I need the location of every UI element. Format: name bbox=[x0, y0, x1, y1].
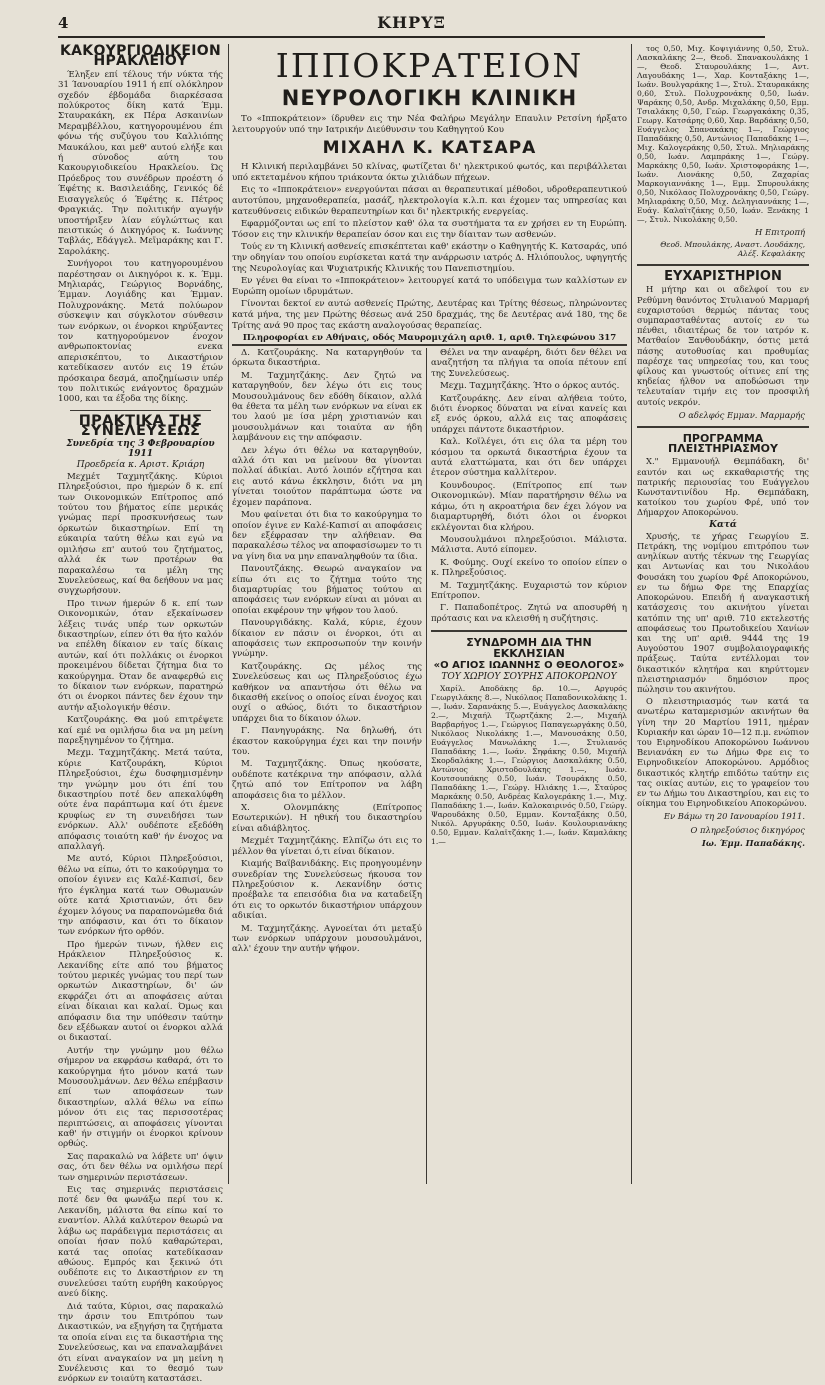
clinic-paragraph: Εν γένει θα είναι το «Ιπποκράτειον» λειτουργεί κατά το υπόδειγμα των καλλίστων εν Ευρώπη ομοίων ιδρυμάτων. bbox=[232, 276, 627, 297]
debate-paragraph: Μ. Ταχμητζάκης. Ευχαριστώ τον κύριον Επίτροπον. bbox=[431, 580, 627, 601]
divider bbox=[637, 264, 809, 266]
debate-paragraph: Δ. Κατζουράκης. Να καταργηθούν τα όρκωτα δικαστήρια. bbox=[232, 348, 422, 369]
subscription-list: Χαρίλ. Αποδάκης δρ. 10.—, Αργυρός Γεωργιλάκης 8.—, Νικόλαος Παπαδονικολάκης 1.—, Ιωάν. Σαρανάκης 5.—, Ευάγγελος Δασκαλάκης 2.—, Μιχαήλ Τζωρτζάκης 2.—, Μιχαήλ Βαρβαρήγος 1.—, Γεώργιος Παπαγεωργάκης 0.50, Νικόλαος Νικολάκης 1.—, Μανουσάκης 0.50, Ευάγγελος Μανωλάκης 1.—, Στυλιανός Παπαδάκης 1.—, Ιωάν. Σηφάκης 0.50, Μιχαήλ Σκορδαλάκης 1.—, Γεώργιος Δασκαλάκης 0.50, Αντώνιος Χριστοδουλάκης 1.—, Ιωάν. Κουτσουπάκης 0.50, Ιωάν. Τσουράκης 0.50, Παπαδάκης 1.—, Γεώργ. Ηλιάκης 1.—, Σταύρος Μαρκάκης 0.50, Ανδρέας Καλογεράκης 1.—, Μιχ. Παπαδάκης 1.—, Ιωάν. Καλοκαιρινός 0.50, Γεώργ. Ψαρουδάκης 0.50, Εμμαν. Κονταξάκης 0.50, Νικόλ. Αργυράκης 0.50, Ιωάν. Κουλουριανάκης 0.50, Εμμαν. Καλαϊτζάκης 1.—, Ιωάν. Καμαλάκης 1.— bbox=[431, 683, 627, 846]
clinic-paragraph: Εις το «Ιπποκράτειον» ενεργούνται πάσαι αι θεραπευτικαί μέθοδοι, υδροθεραπευτικού αυτοτύπου, μηχανοθεραπεία, μασάζ, ηλεκτρολογία κ.λ.π. και έχομεν τας υπηρεσίας και κατευθύνσεις ειδικών θεραπευτηρίων και δι' ηλεκτρικής ενεργείας. bbox=[232, 185, 627, 217]
clinic-intro: Το «Ιπποκράτειον» ίδρυθεν εις την Νέα Φαλήρω Μεγάλην Επαυλιν Ρετσίνη ήρξατο λειτουργούν υπό την Ιατρικήν Διεύθυνσιν του Καθηγητού Κου bbox=[232, 114, 627, 135]
program-text: Χ." Εμμανουήλ Θεμπάδακη, δι' εαυτόν και ως εκκαθαριστής της πατρικής περιουσίας του Ευάγγελου Κωνσταντινίδου Ηρ. Θεμπάδακη, κατοίκου του χωρίου Φρέ, υπό τον Δήμαρχον Αποκορώνου. bbox=[637, 456, 809, 518]
clinic-pricing: Γίνονται δεκτοί εν αυτώ ασθενείς Πρώτης, Δευτέρας και Τρίτης θέσεως, πληρώνοντες κατά μήνα, της μεν Πρώτης θέσεως ανά 250 δραχμάς, της δε Δευτέρας ανά 180, της δε Τρίτης ανά 90 προς τας εκάστη αναλογούσας θεραπείας. bbox=[232, 299, 627, 331]
middle-left-column bbox=[232, 348, 422, 1186]
assembly-paragraph: Προ ήμερών τινων, ήλθεν εις Ηράκλειον Πληρεξούσιος κ. Λεκανίδης είτε από του βήματος τούτου μερικές γνώμας του περί των ορκωτών Δικαστηρίων, δι' ών εκφράζει ότι αι αποφάσεις αύται είναι δίκαιαι και καλαί. Όμως και απόφασιν δια την υπόθεσιν ταύτην δεν εξέδωκαν αυτοί οι ένορκοι αλλά οι δικασταί. bbox=[58, 939, 223, 1044]
thanks-title: ΕΥΧΑΡΙΣΤΗΡΙΟΝ bbox=[664, 269, 782, 285]
debate-paragraph: Μ. Ταχμητζάκης. Δεν ζητώ να καταργηθούν, δεν λέγω ότι εις τους Μουσουλμάνους δεν εδόθη δίκαιον, αλλά θα έθετα τα μέλη των ενόρκων να είναι εκ του λαού με ίσα μέρη χριστιανών και μουσουλμάνων και τοιαύτα αν ήδη λαμβάνουν εις την απόφασιν. bbox=[232, 370, 422, 444]
program-sign: Ο πληρεξούσιος δικηγόρος bbox=[690, 824, 805, 835]
right-column bbox=[637, 44, 809, 1186]
subscription-village: ΤΟΥ ΧΩΡΙΟΥ ΣΟΥΡΗΣ ΑΠΟΚΟΡΩΝΟΥ bbox=[441, 672, 617, 683]
debate-paragraph: Μ. Ταχμητζάκης. Όπως ηκούσατε, ουδέποτε κατέκρινα την απόφασιν, αλλά ζητώ από τον Επίτροπον να λάβη αποφάσεις δια το μέλλον. bbox=[232, 759, 422, 801]
debate-paragraph: Κατζουράκης. Ως μέλος της Συνελεύσεως και ως Πληρεξούσιος έχω καθήκον να απαντήσω ότι θέλω να δικασθή εκείνος ο οποίος είναι ένοχος και ουχί ο αθώος, διότι το δικαστήριον υπάρχει δια το δίκαιον όλων. bbox=[232, 661, 422, 724]
assembly-paragraph: Προ τινων ήμερών δ κ. επί των Οικονομικών, όταν εξεκαίνωσεν λέξεις τινάς υπέρ των ορκωτών δικαστηρίων, είπεν ότι θα ήτο καλόν να επέλθη δίκαιον εν ταίς δίκαις αυτών, καί ότι πολλάκις οι ένορκοι προκειμένου δίδεται ζήτημα δια το κακούργημα. Όταν δε αναφερθώ εις το δίκαιον των ενόρκων, παρατηρώ ότι οι ένορκοι πάντες δεν έχουν την αυτήν αξιολογικήν θέσιν. bbox=[58, 598, 223, 713]
clinic-contact: Πληροφορίαι εν Αθήναις, οδός Μαυρομιχάλη αριθ. 1, αριθ. Τηλεφώνου 317 bbox=[242, 333, 617, 344]
assembly-paragraph: Αυτήν την γνώμην μου θέλω σήμερον να εκφράσω καθαρά, ότι το κακούργημα ήτο μόνον κατά των Μουσουλμάνων. Δεν θέλω επέμβασιν επί των αποφάσεων των δικαστηρίων, αλλά θέλω να είπω μόνον ότι εις τας περισσοτέρας περιπτώσεις, αι αποφάσεις γίνονται καθ' ήν στιγμήν οι ένορκοι κρίνουν ορθώς. bbox=[58, 1045, 223, 1150]
debate-paragraph: Γ. Παπαδοπέτρος. Ζητώ να αποσυρθή η πρότασις και να κλεισθή η συζήτησις. bbox=[431, 603, 627, 624]
left-column bbox=[58, 43, 223, 1385]
assembly-title: ΠΡΑΚΤΙΚΑ ΤΗΣ ΣΥΝΕΛΕΥΣΕΩΣ bbox=[78, 412, 203, 440]
debate-paragraph: Μεχμ. Ταχμητζάκης. Ήτο ο όρκος αυτός. bbox=[440, 381, 620, 392]
debate-paragraph: Γ. Πανηγυράκης. Να δηλωθή, ότι έκαστον κακούργημα έχει και την ποινήν του. bbox=[232, 726, 422, 758]
program-tail: Ο πλειστηριασμός των κατά τα ανωτέρω καταμερισμών ακινήτων θα γίνη την 20 Μαρτίου 1911, ημέραν Κυριακήν και ώραν 10—12 π.μ. ενώπιον του Ειρηνοδίκου Αποκορώνου Ιωάννου Βενιανάκη εν τω Δήμω Φρε εις το Ειρηνοδικείον Αποκορώνου. Αρμόδιος δικαστικός κλητήρ επιδότω ταύτην εις τας οικίας αυτών, εις το γραφείον του εν τω Δήμω του Δικαστηρίου, και εις το οίκημα του Ειρηνοδικείου Αποκορώνου. bbox=[637, 696, 809, 809]
column-rule bbox=[631, 44, 632, 1184]
program-body: Χρυσής, τε χήρας Γεωργίου Ξ. Πετράκη, της νομίμου επιτρόπου των ανηλίκων αυτής τέκνων της Γεωργίας και Αντωνίας και του Νικολάου Φουσάκη του χωρίου Φρέ Αποκορώνου, εν τω δήμω Φρε της Επαρχίας Αποκορώνου. Επειδή ή αναγκαστική κατάσχεσις του ακινήτου γίνεται κατόπιν της υπ' αριθ. 710 εκτελεστής αποφάσεως του Πρωτοδικείου Χανίων και της υπ' αριθ. 9444 της 19 Αυγούστου 1907 συμβολαιογραφικής πράξεως. Ταύτα εντέλλομαι τον δικαστικόν κλητήρα και κηρύττομεν πλειστηριασμόν δημόσιον προς πώλησιν του ακινήτου. bbox=[637, 530, 809, 694]
thanks-sign: Ο αδελφός Εμμαν. Μαρμαρής bbox=[678, 409, 805, 420]
clinic-paragraph: Τούς εν τη Κλινική ασθενείς επισκέπτεται καθ' εκάστην ο Καθηγητής Κ. Κατσαράς, υπό την οδηγίαν του οποίου ευρίσκεται κατά την ανάρρωσιν ιατρός Δ. Ηλιόπουλος, υφηγητής της Νευρολογίας και Ψυχιατρικής Κλινικής του Πανεπιστημίου. bbox=[232, 242, 627, 274]
committee-names: Θεοδ. Μπουλάκης, Αναστ. Λουδάκης, Αλέξ. Κεφαλάκης bbox=[660, 240, 805, 259]
program-name: Ιω. Έμμ. Παπαδάκης. bbox=[701, 837, 805, 848]
clinic-director: ΜΙΧΑΗΛ Κ. ΚΑΤΣΑΡΑ bbox=[322, 138, 537, 159]
program-date: Εν Βάμω τη 20 Ιανουαρίου 1911. bbox=[663, 811, 805, 822]
debate-paragraph: Μου φαίνεται ότι δια το κακούργημα το οποίον έγινε εν Καλέ-Καπισί αι αποφάσεις δεν εξέφρασαν την αλήθειαν. Θα παρακαλέσω τέλος να αποφασίσωμεν το τι να γίνη δια να μην επαναληφθούν τα ίδια. bbox=[232, 510, 422, 562]
page-header bbox=[58, 12, 765, 38]
debate-paragraph: Κ. Φούμης. Ουχί εκείνο το οποίον είπεν ο κ. Πληρεξούσιος. bbox=[431, 557, 627, 579]
banner-bottom-rule bbox=[232, 344, 627, 346]
assembly-paragraph: Σας παρακαλώ να λάβετε υπ' όψιν σας, ότι δεν θέλω να ομιλήσω περί των σημερινών περιστάσεων. bbox=[58, 1151, 223, 1183]
divider bbox=[431, 630, 627, 632]
assembly-paragraph: Διά ταύτα, Κύριοι, σας παρακαλώ την άρσιν του Επιτρόπου των Δικαστικών, να εξηγήση τα ζητήματα τα οποία είναι εις τα δικαστήρια της Συνελεύσεως, και να επαναλαμβάνει ότι είναι αναγκαίον να μη μείνη η Συνέλευσις και το θεσμό των ενόρκων εν τοιαύτη καταστάσει. bbox=[58, 1301, 223, 1385]
debate-paragraph: Κουνδουρος. (Επίτροπος επί των Οικονομικών). Μίαν παρατήρησιν θέλω να κάμω, ότι η ακροατήρια δεν έχει λόγον να διαμαρτυρηθή, διότι όλοι οι ένορκοι εκλέγονται δια κλήρου. bbox=[431, 480, 627, 533]
debate-paragraph: Μεχμέτ Ταχμητζάκης. Ελπίζω ότι εις το μέλλον θα γίνεται ό,τι είναι δίκαιον. bbox=[232, 836, 422, 857]
subscription-subtitle: «Ο ΑΓΙΟΣ ΙΩΑΝΝΗΣ Ο ΘΕΟΛΟΓΟΣ» bbox=[433, 659, 625, 671]
assembly-paragraph: Εις τας σημερινάς περιστάσεις ποτέ δεν θα φωνάξω περί του κ. Λεκανίδη, μάλιστα θα είπω καί το εναντίον. Αλλά καλύτερον θεωρώ να λάβω ως παράδειγμα περιστάσεις αι οποίαι ήσαν πολύ καθαρώτεραι, κατά τας οποίας κατεδίκασαν αθώους. Εμπρός και ξεκινώ ότι ουδέποτε εις το Δικαστήριον εν τη συνελεύσει ταύτη ευρήθη κακούργος ανεύ δίκης. bbox=[58, 1185, 223, 1300]
clinic-paragraph: Η Κλινική περιλαμβάνει 50 κλίνας, φωτίζεται δι' ηλεκτρικού φωτός, και περιβάλλεται υπό εκτεταμένου κήπου τριάκοντα όκτω χιλιάδων πήχεων. bbox=[232, 162, 627, 183]
debate-paragraph: Χ. Ολονμπάκης (Επίτροπος Εσωτερικών). Η ηθική του δικαστηρίου είναι αδιάβλητος. bbox=[232, 803, 422, 834]
debate-paragraph: Δεν λέγω ότι θέλω να καταργηθούν, αλλά ότι και να μείνουν θα γίνονται πολλαί άδικίαι. Αυτό λοιπόν εζήτησα και εις αυτό κάνω έκκλησιν, διότι να μη γίνεται τοιούτον παράπτωμα ώστε να έχομεν παράπονα. bbox=[232, 445, 422, 508]
clinic-advertisement bbox=[232, 44, 627, 344]
thanks-text: Η μήτηρ και οι αδελφοί του εν Ρεθύμνη θανόντος Στυλιανού Μαρμαρή ευχαριστούσι θερμώς πάντας τους συμπαρασταθέντας αυτοίς εν τω πένθει, ιδιαιτέρως δε τον ιατρόν κ. Ματθαίον Ξανθουδάκην, όστις μετά πάσης αυτοθυσίας και προθυμίας παρέσχε τας υπηρεσίας του, και τους φίλους και γνωστούς οίτινες επί της κηδείας ήλθον να αποδώσωσι την τελευταίαν τιμήν εις τον προσφιλή αυτοίς νεκρόν. bbox=[637, 284, 809, 407]
debate-paragraph: Κατζουράκης. Δεν είναι αλήθεια τούτο, διότι ένορκος δύναται να είναι κανείς και εξ ενός όρκου, αλλά εις τας αποφάσεις υπάρχει πάντοτε δικαστήριον. bbox=[431, 393, 627, 435]
debate-paragraph: Μ. Ταχμητζάκης. Αγνοείται ότι μεταξύ των ενόρκων υπάρχουν μουσουλμάνοι, αλλ' έχουν την αυτήν ψήφον. bbox=[232, 923, 422, 955]
subscription-title: ΣΥΝΔΡΟΜΗ ΔΙΑ ΤΗΝ ΕΚΚΛΗΣΙΑΝ bbox=[466, 636, 592, 660]
court-paragraph-1: Έληξεν επί τέλους τήν νύκτα τής 31 Ίανουαρίου 1911 ή επί ολόκληρον σχεδόν έβδομάδα διαρκέσασα πολύκροτος δίκη κατά Έμμ. Σταυρακάκη, εκ Πέρα Ασκαινίων Μεραμβέλλου, κατηγορουμένου έπι φόνω τής συζύγου του Καλλιόπης Μαυκάλου, και μεθ' αυτού ελήξε και ή σύνοδος αύτη του Κακουργιοδικείου Ηρακλείου. Ώς Πρόεδρος του συνέδρων προέστη ό Έφέτης κ. Βασιλειάδης, Γενικός δέ Εισαγγελεύς ό Έφέτης κ. Πέτρος Φραγκιάς. Την πολιτικήν αγωγήν υποστήριξεν λίαν εύγλώττως και πειστικώς ό Δικηγόρος κ. Ιωάννης Ταβλάς, Εδάγγελ. Μεϊμαράκης και Γ. Σαρολάκης. bbox=[58, 69, 223, 257]
divider bbox=[637, 426, 809, 428]
debate-paragraph: Καλ. Κοϊλέγει, ότι εις όλα τα μέρη του κόσμου τα ορκωτά δικαστήρια έχουν τα αυτά ελαττώματα, και ότι δεν υπάρχει έτερον σύστημα καλλίτερον. bbox=[431, 437, 627, 479]
divider bbox=[70, 410, 211, 411]
debate-paragraph: Πανουτζάκης. Θεωρώ αναγκαίον να είπω ότι εις το ζήτημα τούτο της διαμαρτυρίας του βήματος τούτου αι αποφάσεις των ενόρκων είναι αι μόναι αι οποίαι εκφέρουν την ψήφον του λαού. bbox=[232, 564, 422, 616]
column-rule bbox=[228, 44, 229, 1184]
assembly-paragraph: Μεχμέτ Ταχμητζάκης. Κύριοι Πληρεξούσιοι, προ ήμερών δ κ. επί των Οικονομικών Επίτροπος από τούτου του βήματος είπε μερικάς γνώμας περί προσκυνήσεως των όρκωτών δικαστηρίων. Επί τη εύκαιρία ταύτη θέλω και εγώ να ομιλήσω επ' αυτού του ζητήματος, αλλά έκ των προτέρων θα παρακαλέσω τα μέλη της Συνελεύσεως, καί θα δεήθουν να μας συγχωρήσουν. bbox=[58, 471, 223, 597]
committee-sign: Η Επιτροπή bbox=[755, 227, 805, 237]
column-rule bbox=[426, 348, 427, 1184]
assembly-paragraph: Μεχμ. Ταχμητζάκης. Μετά ταύτα, κύριε Κατζουράκη, Κύριοι Πληρεξούσιοι, έχω δυσφημισμένην την γνώμην μου ότι έπί του δικαστηρίου ποτέ δεν απεκαλύφθη ούτε ένα παράπτωμα καί ότι έμενε κρυφίως εν τη συνειδήσει των ενόρκων. Αλλ' ουδέποτε εξεδόθη απόφασις τοιαύτη καθ' ήν ένοχος να απαλλαγή. bbox=[58, 748, 223, 853]
debate-paragraph: Θέλει να την αναφέρη, διότι δεν θέλει να αναζητήση τα πλήγια τα οποία πέτουν επί της Συνελεύσεως. bbox=[431, 348, 627, 379]
masthead: ΚΗΡΥΞ bbox=[377, 13, 446, 32]
clinic-title: ΙΠΠΟΚΡΑΤΕΙΟΝ bbox=[275, 46, 584, 85]
debate-paragraph: Μουσουλμάνοι πληρεξούσιοι. Μάλιστα. Μάλιστα. Αυτό είπομεν. bbox=[431, 534, 627, 556]
court-title: ΚΑΚΟΥΡΓΙΟΔΙΚΕΙΟΝ ΗΡΑΚΛΕΙΟΥ bbox=[60, 43, 221, 70]
session-chair: Προεδρεία κ. Αριστ. Κριάρη bbox=[76, 460, 205, 471]
debate-paragraph: Πανουργιδάκης. Καλά, κύριε, έχουν δίκαιον εν πάσιν οι ένορκοι, ότι αι αποφάσεις των εκπροσωπούν την κοινήν γνώμην. bbox=[232, 618, 422, 660]
clinic-paragraph: Εφαρμόζονται ως επί το πλείστον καθ' όλα τα συστήματα τα εν χρήσει εν τη Ευρώπη. Τόσον εις την κλινικήν θεραπείαν όσον και εις την δίαιταν των ασθενών. bbox=[232, 219, 627, 240]
assembly-paragraph: Κατζουράκης. Θα μού επιτρέψετε καί εμέ να ομιλήσω δια να μη μείνη παρεξηγημένον το ζήτημα. bbox=[58, 715, 223, 746]
middle-right-column bbox=[431, 348, 627, 1186]
donor-list: τος 0,50, Μιχ. Κοψιγιάννης 0,50, Στυλ. Λασκαλάκης 2—, Θεοδ. Σπανακουλάκης 1—, Θεοδ. Σταυρουλάκης 1—, Αντ. Λαγουδάκης 1—, Χαρ. Κονταξάκης 1—, Ιωάν. Βουλγαράκης 1—, Στυλ. Σταυρακάκης 0,60, Στυλ. Πολυχρονάκης 0,50, Ιωάν. Ψαράκης 0,50, Ανδρ. Μιχαλάκης 0,50, Εμμ. Τσιαλάκης 0,50, Γεώρ. Γεωργακάκης 0,35, Γεωργ. Κατσάρης 0,60, Χαρ. Βαρδάκης 0,50, Ευάγγελος Σπανακάκης 1—, Γεώργιος Παπαδάκης 0,50, Αντώνιος Παπαδάκης 1—, Μιχ. Καλογεράκης 0,50, Στυλ. Μηλιαράκης 0,50, Ιωάν. Λαμπράκης 1—, Γεώργ. Μαρκάκης 0,50, Ιωάν. Χριστοφοράκης 1—, Ιωάν. Λιονάκης 0,50, Ζαχαρίας Μαρκογιαννάκης 1—, Εμμ. Σπυρουλάκης 0,50, Νικόλαος Πολυχρονάκης 0,50, Γεώργ. Μηλιαράκης 0,50, Μιχ. Δεληγιαννάκης 1—, Ευάγ. Καλαϊτζάκης 0,50, Ιωάν. Ξενάκης 1—, Στυλ. Νικολάκης 0,50. bbox=[637, 44, 809, 224]
assembly-paragraph: Με αυτό, Κύριοι Πληρεξούσιοι, θέλω να είπω, ότι το κακούργημα το οποίον έγινεν εις Καλέ-Καπισί, δεν ήτο έγκλημα κατά των Οθωμανών ούτε κατά Χριστιανών, ότι δεν έχομεν λόγους να παραπονώμεθα διά την απόφασιν, και ότι το δίκαιον των ενόρκων ήτο ορθόν. bbox=[58, 854, 223, 938]
court-paragraph-2: Συνήγοροι του κατηγορουμένου παρέστησαν οι Δικηγόροι κ. κ. Έμμ. Μηλιαράς, Γεώργιος Βορνάδης, Έμμαν. Λογιάδης και Έμμαν. Πολυχρονάκης. Μετά πολύωρον σύσκεψιν και σύγκλοτον σύνθεσιν των ενόρκων, οι ένορκοι κηρύξαντες τον κατηγορούμενον ένοχον ανθρωποκτονίας ενεκα απερισκέπτου, το Δικαστήριον κατεδίκασεν αυτόν εις 19 έτών πρόσκαιρα δεσμά, αποζημίωσιν υπέρ του πολιτικώς ενάγοντος δραχμών 1000, και τα έξοδα της δίκης. bbox=[58, 259, 223, 405]
clinic-subtitle: ΝΕΥΡΟΛΟΓΙΚΗ ΚΛΙΝΙΚΗ bbox=[281, 86, 578, 110]
page-number: 4 bbox=[58, 14, 69, 32]
program-sub: Κατά bbox=[709, 519, 737, 530]
session-date: Συνεδρία της 3 Φεβρουαρίου 1911 bbox=[66, 438, 215, 460]
program-title: ΠΡΟΓΡΑΜΜΑ ΠΛΕΙΣΤΗΡΙΑΣΜΟΥ bbox=[668, 432, 778, 456]
debate-paragraph: Κιαμής Βαϊβανιδάκης. Εις προηγουμένην συνεδρίαν της Συνελεύσεως ήκουσα τον Πληρεξούσιον κ. Λεκανίδην όστις προέβαλε τα επεισόδια δια να καταδείξη ότι εις το ορκωτόν δικαστήριον υπάρχουν αδικίαι. bbox=[232, 859, 422, 922]
